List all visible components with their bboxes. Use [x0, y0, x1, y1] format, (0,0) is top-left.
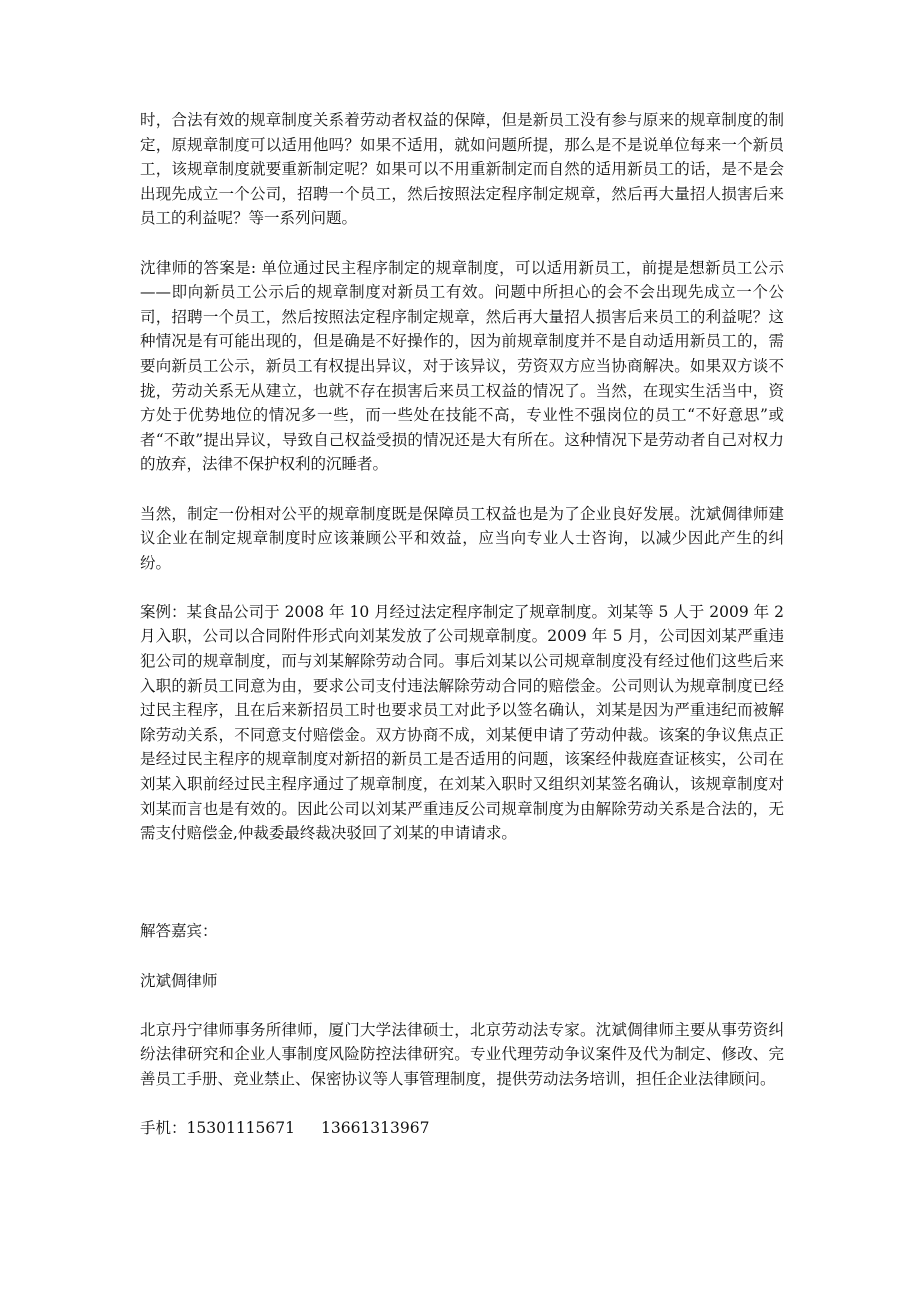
phone-number-2: 13661313967	[321, 1119, 430, 1138]
paragraph-advice: 当然，制定一份相对公平的规章制度既是保障员工权益也是为了企业良好发展。沈斌倜律师建议企业在制定规章制度时应该兼顾公平和效益，应当向专业人士咨询，以减少因此产生的纠纷。	[140, 504, 784, 572]
paragraph-intro-question: 时，合法有效的规章制度关系着劳动者权益的保障，但是新员工没有参与原来的规章制度的制定，原规章制度可以适用他吗？如果不适用，就如问题所提，那么是不是说单位每来一个新员工，该规章制度就要重新制定呢？如果可以不用重新制定而自然的适用新员工的话，是不是会出现先成立一个公司，招聘一个员工，然后按照法定程序制定规章，然后再大量招人损害后来员工的利益呢？等一系列问题。	[140, 111, 784, 228]
phone-number-1: 15301115671	[186, 1119, 295, 1138]
lawyer-name: 沈斌倜律师	[140, 971, 218, 990]
document-body	[140, 108, 784, 1165]
guest-heading: 解答嘉宾：	[140, 922, 218, 941]
blank-space	[140, 870, 784, 919]
lawyer-bio: 北京丹宁律师事务所律师，厦门大学法律硕士，北京劳动法专家。沈斌倜律师主要从事劳资纠纷法律研究和企业人事制度风险防控法律研究。专业代理劳动争议案件及代为制定、修改、完善员工手册、竞业禁止、保密协议等人事管理制度，提供劳动法务培训，担任企业法律顾问。	[140, 1020, 784, 1088]
paragraph-case-study: 案例：某食品公司于 2008 年 10 月经过法定程序制定了规章制度。刘某等 5 人于 2009 年 2 月入职，公司以合同附件形式向刘某发放了公司规章制度。2009 年 5 月，公司因刘某严重违犯公司的规章制度，而与刘某解除劳动合同。事后刘某以公司规章制度没有经过他们这些后来入职的新员工同意为由，要求公司支付违法解除劳动合同的赔偿金。公司则认为规章制度已经过民主程序，且在后来新招员工时也要求员工对此予以签名确认，刘某是因为严重违纪而被解除劳动关系，不同意支付赔偿金。双方协商不成，刘某便申请了劳动仲裁。该案的争议焦点正是经过民主程序的规章制度对新招的新员工是否适用的问题，该案经仲裁庭查证核实，公司在刘某入职前经过民主程序通过了规章制度，在刘某入职时又组织刘某签名确认，该规章制度对刘某而言也是有效的。因此公司以刘某严重违反公司规章制度为由解除劳动关系是合法的，无需支付赔偿金,仲裁委最终裁决驳回了刘某的申请请求。	[140, 602, 784, 843]
phone-label: 手机：	[140, 1119, 187, 1138]
paragraph-lawyer-answer: 沈律师的答案是: 单位通过民主程序制定的规章制度，可以适用新员工，前提是想新员工公示——即向新员工公示后的规章制度对新员工有效。问题中所担心的会不会出现先成立一个公司，招聘一个员工，然后按照法定程序制定规章，然后再大量招人损害后来员工的利益呢？这种情况是有可能出现的，但是确是不好操作的，因为前规章制度并不是自动适用新员工的，需要向新员工公示，新员工有权提出异议，对于该异议，劳资双方应当协商解决。如果双方谈不拢，劳动关系无从建立，也就不存在损害后来员工权益的情况了。当然，在现实生活当中，资方处于优势地位的情况多一些，而一些处在技能不高，专业性不强岗位的员工“不好意思”或者“不敢”提出异议，导致自己权益受损的情况还是大有所在。这种情况下是劳动者自己对权力的放弃，法律不保护权利的沉睡者。	[140, 258, 784, 474]
contact-phone-line	[140, 1116, 784, 1141]
